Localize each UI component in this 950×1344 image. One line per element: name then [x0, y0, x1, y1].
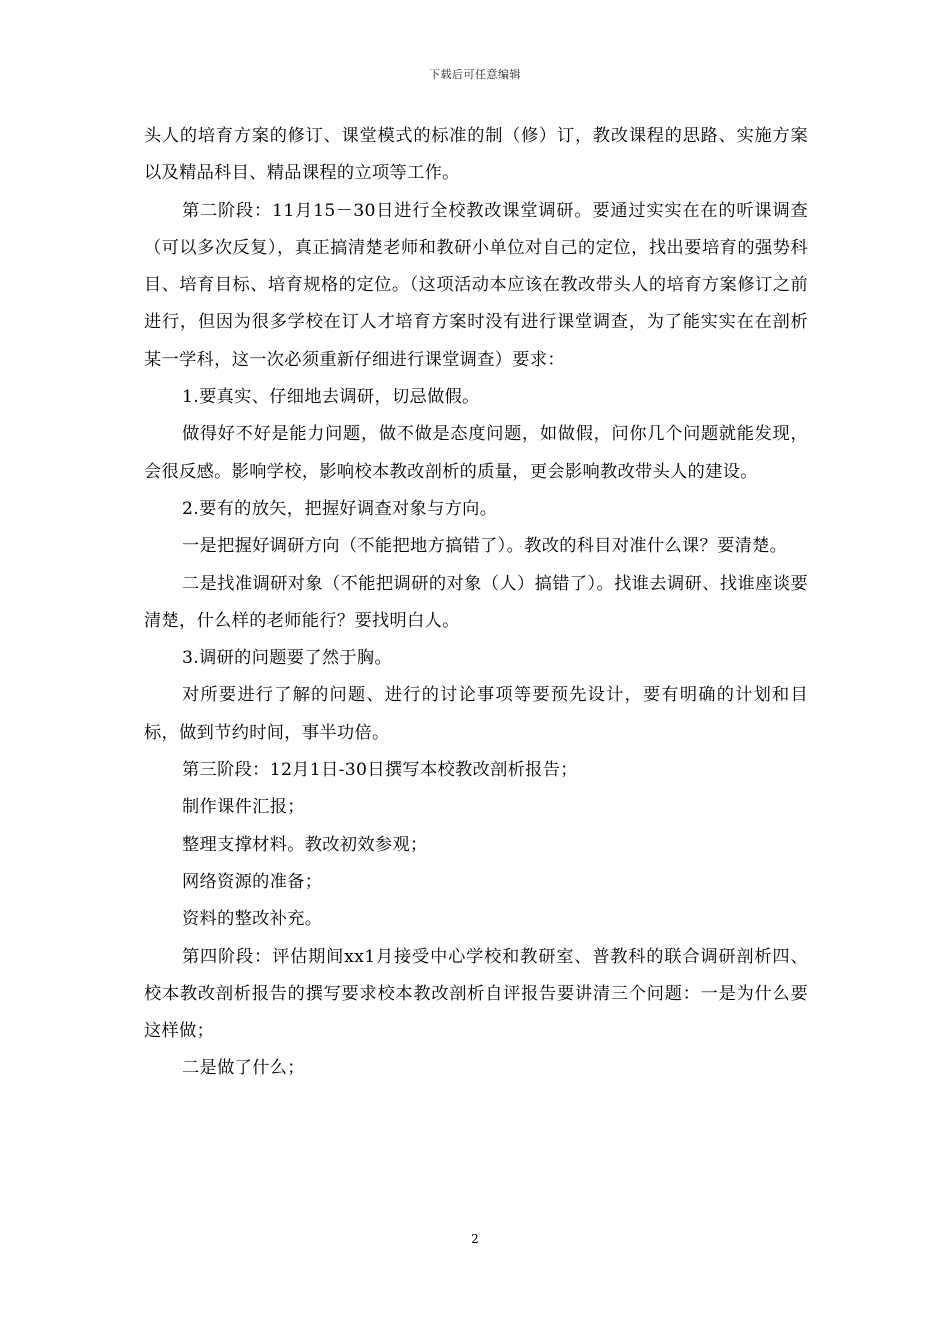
paragraph: 二是找准调研对象（不能把调研的对象（人）搞错了）。找谁去调研、找谁座谈要清楚，什么样的老师能行？要找明白人。 [144, 573, 808, 631]
paragraph: 二是做了什么； [182, 1058, 305, 1079]
paragraph: 头人的培育方案的修订、课堂模式的标准的制（修）订，教改课程的思路、实施方案以及精品科目、精品课程的立项等工作。 [144, 126, 808, 184]
document-body [144, 118, 808, 1088]
paragraph: 3.调研的问题要了然于胸。 [182, 648, 393, 669]
paragraph: 做得好不好是能力问题，做不做是态度问题，如做假，问你几个问题就能发现，会很反感。影响学校，影响校本教改剖析的质量，更会影响教改带头人的建设。 [144, 424, 808, 482]
page-header: 下载后可任意编辑 [429, 68, 521, 81]
page-number: 2 [471, 1232, 479, 1246]
paragraph: 2.要有的放矢，把握好调查对象与方向。 [182, 498, 498, 519]
paragraph: 一是把握好调研方向（不能把地方搞错了）。教改的科目对准什么课？要清楚。 [182, 536, 788, 557]
paragraph: 网络资源的准备； [182, 871, 323, 892]
paragraph: 第二阶段：11月15－30日进行全校教改课堂调研。要通过实实在在的听课调查（可以多次反复），真正搞清楚老师和教研小单位对自己的定位，找出要培育的强势科目、培育目标、培育规格的定位。（这项活动本应该在教改带头人的培育方案修订之前进行，但因为很多学校在订人才培育方案时没有进行课堂调查，为了能实实在在剖析某一学科，这一次必须重新仔细进行课堂调查）要求： [144, 200, 808, 370]
paragraph: 1.要真实、仔细地去调研，切忌做假。 [182, 387, 480, 408]
paragraph: 第四阶段：评估期间xx1月接受中心学校和教研室、普教科的联合调研剖析四、校本教改剖析报告的撰写要求校本教改剖析自评报告要讲清三个问题：一是为什么要这样做； [144, 946, 808, 1042]
paragraph: 资料的整改补充。 [182, 909, 323, 930]
paragraph: 对所要进行了解的问题、进行的讨论事项等要预先设计，要有明确的计划和目标，做到节约时间，事半功倍。 [144, 685, 808, 743]
paragraph: 制作课件汇报； [182, 797, 305, 818]
paragraph: 整理支撑材料。教改初效参观； [182, 834, 428, 855]
paragraph: 第三阶段：12月1日-30日撰写本校教改剖析报告； [182, 760, 578, 781]
